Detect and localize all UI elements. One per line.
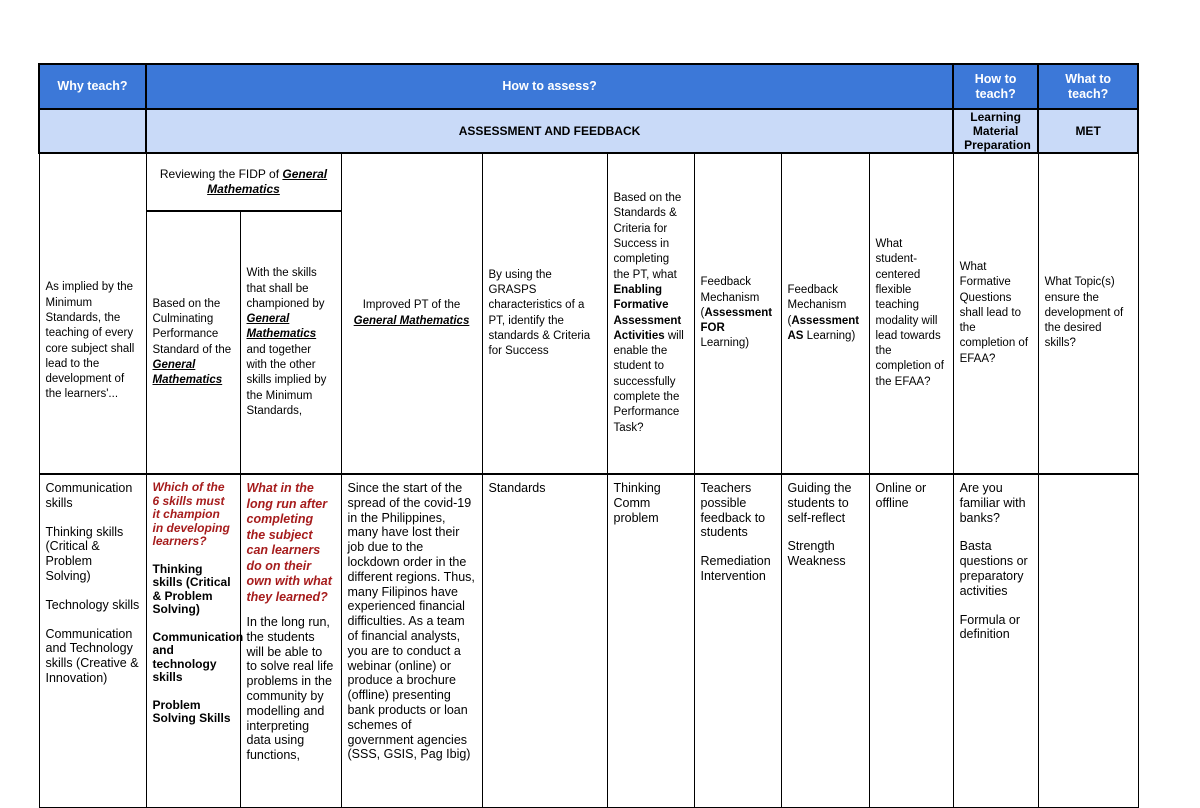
efaa-answer: Thinking Comm problem: [607, 474, 694, 808]
blank-subheader: [39, 109, 146, 153]
how-to-assess-header: How to assess?: [146, 64, 953, 109]
modality-question: What student-centered flexible teaching modality will lead towards the completion of the EFAA?: [869, 153, 953, 474]
grasps-answer: Standards: [482, 474, 607, 808]
curriculum-map-table: [38, 63, 1139, 808]
skills-answer: What in the long run after completing the subject can learners do on their own with what they learned? In the long run, the students will be able to to solve real life problems in the community by modelling and interpreting data using functions,: [240, 474, 341, 808]
how-to-teach-header: How to teach?: [953, 64, 1038, 109]
met-subheader: MET: [1038, 109, 1138, 153]
feedback-as-question: Feedback Mechanism (Assessment AS Learning): [781, 153, 869, 474]
assessment-feedback-subheader: ASSESSMENT AND FEEDBACK: [146, 109, 953, 153]
topic-question: What Topic(s) ensure the development of the desired skills?: [1038, 153, 1138, 474]
formative-question: What Formative Questions shall lead to the completion of EFAA?: [953, 153, 1038, 474]
fidp-header: Reviewing the FIDP of General Mathematics: [146, 153, 341, 211]
grasps-question: By using the GRASPS characteristics of a PT, identify the standards & Criteria for Success: [482, 153, 607, 474]
why-answer: Communication skills Thinking skills (Critical & Problem Solving) Technology skills Communication and Technology skills (Creative & Innovation): [39, 474, 146, 808]
improved-pt-answer: Since the start of the spread of the covid-19 in the Philippines, many have lost their job due to the lockdown order in the different regions. Thus, many Filipinos have experienced financial difficulties. As a team of financial analysts, you are to conduct a webinar (online) or produce a brochure (offline) presenting bank products or loan schemes of government agencies (SSS, GSIS, Pag Ibig): [341, 474, 482, 808]
culminating-question: Based on the Culminating Performance Standard of the General Mathematics: [146, 211, 240, 474]
topic-answer: [1038, 474, 1138, 808]
skills-question: With the skills that shall be championed by General Mathematics and together with the other skills implied by the Minimum Standards,: [240, 211, 341, 474]
feedback-for-answer: Teachers possible feedback to students Remediation Intervention: [694, 474, 781, 808]
why-question: As implied by the Minimum Standards, the teaching of every core subject shall lead to the development of the learners'...: [39, 153, 146, 474]
culminating-answer: Which of the 6 skills must it champion in developing learners? Thinking skills (Critical & Problem Solving) Communication and technology skills Problem Solving Skills: [146, 474, 240, 808]
feedback-as-answer: Guiding the students to self-reflect Strength Weakness: [781, 474, 869, 808]
formative-answer: Are you familiar with banks? Basta questions or preparatory activities Formula or definition: [953, 474, 1038, 808]
improved-pt-question: Improved PT of the General Mathematics: [341, 153, 482, 474]
modality-answer: Online or offline: [869, 474, 953, 808]
why-teach-header: Why teach?: [39, 64, 146, 109]
feedback-for-question: Feedback Mechanism (Assessment FOR Learning): [694, 153, 781, 474]
learning-material-subheader: Learning Material Preparation: [953, 109, 1038, 153]
what-to-teach-header: What to teach?: [1038, 64, 1138, 109]
efaa-question: Based on the Standards & Criteria for Success in completing the PT, what Enabling Formative Assessment Activities will enable the student to successfully complete the Performance Task?: [607, 153, 694, 474]
